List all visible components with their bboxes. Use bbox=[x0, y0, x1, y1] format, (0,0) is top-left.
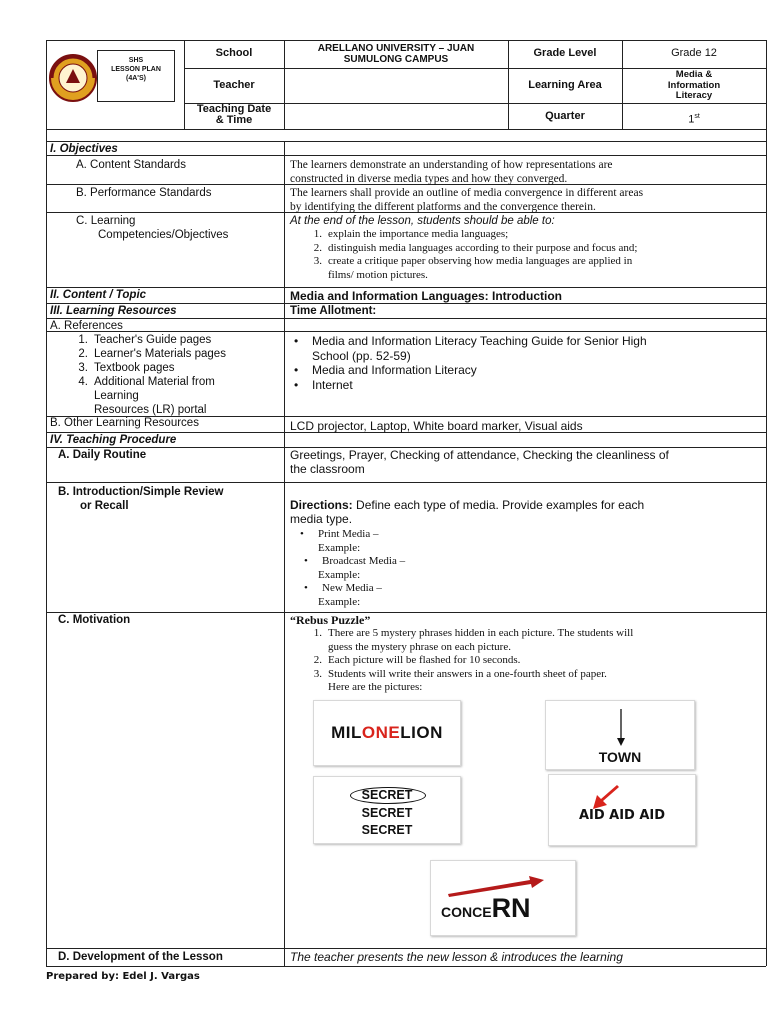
reference-values bbox=[294, 334, 732, 392]
content-topic: Media and Information Languages: Introduction bbox=[290, 289, 562, 303]
content-standards-label: A. Content Standards bbox=[76, 159, 186, 171]
procedure-heading: IV. Teaching Procedure bbox=[50, 434, 177, 446]
list-item: • New Media – bbox=[304, 582, 382, 594]
list-item: 3. Students will write their answers in a one-fourth sheet of paper. bbox=[313, 667, 607, 680]
rebus-picture-concern: CONCERN bbox=[430, 860, 576, 936]
content-standards-text: The learners demonstrate an understanding of how representations are constructed in diverse media types and how they converged. bbox=[290, 159, 613, 185]
rebus-picture-town: TOWN bbox=[545, 700, 695, 770]
rebus-picture-milonelion: MILONELION bbox=[313, 700, 461, 766]
quarter-label: Quarter bbox=[545, 110, 585, 122]
other-resources-label: B. Other Learning Resources bbox=[50, 417, 199, 429]
quarter-value: 1st bbox=[688, 113, 700, 126]
plan-title-line: (4A'S) bbox=[126, 75, 146, 82]
directions-text: Directions: Define each type of media. Provide examples for each media type. bbox=[290, 498, 645, 526]
performance-standards-text: The learners shall provide an outline of media convergence in different areas by identifying the different platforms and the convergence therein. bbox=[290, 187, 644, 213]
other-resources-value: LCD projector, Laptop, White board marker, Visual aids bbox=[290, 419, 583, 433]
performance-standards-label: B. Performance Standards bbox=[76, 187, 212, 199]
grade-level-label: Grade Level bbox=[533, 47, 597, 59]
rebus-picture-aid: AID AID AID bbox=[548, 774, 696, 846]
plan-title-line: LESSON PLAN bbox=[111, 66, 161, 73]
list-item: 1. explain the importance media languages; bbox=[313, 228, 509, 240]
teacher-label: Teacher bbox=[213, 79, 255, 91]
time-allotment: Time Allotment: bbox=[290, 305, 377, 317]
list-item: 2. Learner's Materials pages bbox=[78, 348, 226, 360]
university-logo bbox=[48, 53, 98, 103]
media-types-list: • Print Media – Example: • Broadcast Media – Example: • New Media – Example: bbox=[318, 528, 718, 609]
list-item: 2. distinguish media languages according to their purpose and focus and; bbox=[313, 241, 638, 254]
arrow-down-icon bbox=[616, 709, 626, 747]
development-label: D. Development of the Lesson bbox=[58, 951, 223, 963]
red-arrow-icon bbox=[589, 783, 621, 811]
intro-review-label: B. Introduction/Simple Review or Recall bbox=[58, 486, 224, 512]
prepared-by: Prepared by: Edel J. Vargas bbox=[46, 971, 200, 982]
list-item: • Print Media – bbox=[300, 528, 379, 540]
lesson-plan-box bbox=[97, 50, 175, 102]
references-label: A. References bbox=[50, 320, 123, 332]
rebus-title: “Rebus Puzzle” bbox=[290, 613, 371, 627]
rebus-steps: 1. There are 5 mystery phrases hidden in each picture. The students will guess the mystery phrase on each picture. 2. Each picture will be flashed for 10 seconds. 3. Students will write their answers in a one-fourth sheet of paper. Here are the pictures: bbox=[306, 627, 736, 695]
plan-title-line: SHS bbox=[128, 57, 144, 64]
daily-routine-text: Greetings, Prayer, Checking of attendance, Checking the cleanliness of the classroom bbox=[290, 448, 669, 476]
motivation-label: C. Motivation bbox=[58, 614, 131, 626]
list-item: 1. There are 5 mystery phrases hidden in each picture. The students will bbox=[313, 627, 634, 639]
development-text: The teacher presents the new lesson & introduces the learning bbox=[290, 950, 623, 964]
competencies-label: C. Learning Competencies/Objectives bbox=[76, 215, 229, 241]
date-time-label: Teaching Date & Time bbox=[196, 103, 272, 126]
list-item: 2. Each picture will be flashed for 10 seconds. bbox=[313, 654, 521, 666]
list-item: 3. Textbook pages bbox=[78, 362, 175, 374]
list-item: • Media and Information Literacy bbox=[294, 363, 477, 377]
list-item: 4. Additional Material from bbox=[78, 376, 215, 388]
learning-area-value: Media & Information Literacy bbox=[667, 69, 721, 101]
resources-heading: III. Learning Resources bbox=[50, 305, 177, 317]
references-list: 1. Teacher's Guide pages 2. Learner's Materials pages 3. Textbook pages 4. Additional Material from Learning Resources (LR) portal bbox=[72, 333, 282, 417]
school-label: School bbox=[215, 47, 253, 59]
list-item: • Media and Information Literacy Teaching Guide for Senior High School (pp. 52-59) bbox=[294, 334, 647, 363]
list-item: 1. Teacher's Guide pages bbox=[78, 334, 212, 346]
school-value: ARELLANO UNIVERSITY – JUAN SUMULONG CAMPUS bbox=[317, 43, 475, 65]
daily-routine-label: A. Daily Routine bbox=[58, 449, 147, 461]
list-item: • Broadcast Media – bbox=[304, 555, 406, 567]
competencies-list: 1. explain the importance media languages; 2. distinguish media languages according to their purpose and focus and; 3. create a critique paper observing how media languages are applied in films/ motion pictures. bbox=[306, 228, 726, 282]
grade-level-value: Grade 12 bbox=[671, 47, 717, 59]
list-item: 3. create a critique paper observing how media languages are applied in bbox=[313, 255, 633, 267]
list-item: • Internet bbox=[294, 377, 353, 392]
content-heading: II. Content / Topic bbox=[50, 289, 147, 301]
learning-area-label: Learning Area bbox=[528, 79, 602, 91]
objectives-heading: I. Objectives bbox=[50, 143, 118, 155]
competencies-intro: At the end of the lesson, students should be able to: bbox=[290, 215, 555, 227]
rebus-picture-secret: SECRET SECRET SECRET bbox=[313, 776, 461, 844]
